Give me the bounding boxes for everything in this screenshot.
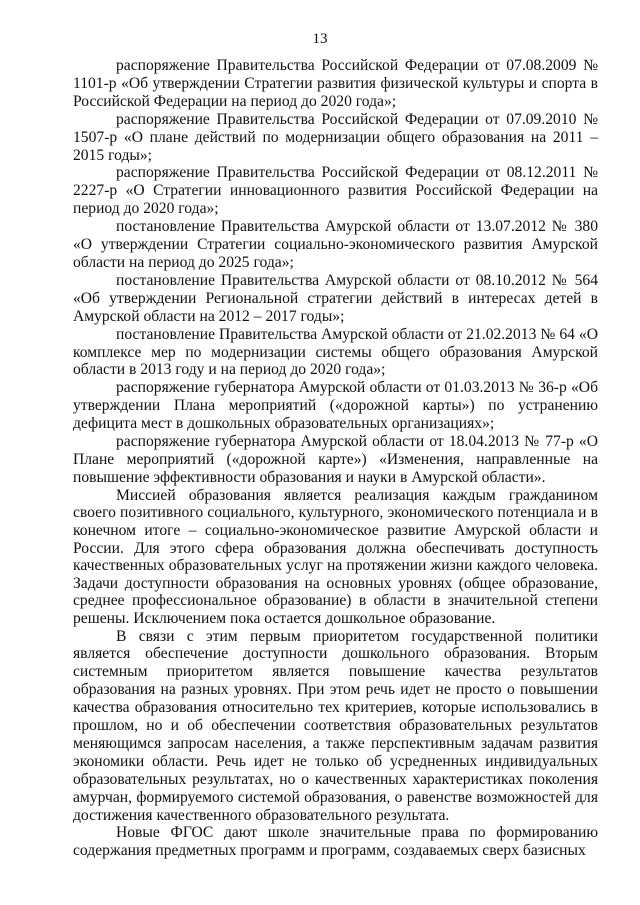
page-number: 13 [312, 31, 328, 47]
paragraph-resolution-64: постановление Правительства Амурской области от 21.02.2013 № 64 «О комплексе мер по модернизации системы общего образования Амурской области в 2013 году и на период до 2020 года»; [73, 325, 598, 379]
paragraph-order-2227r: распоряжение Правительства Российской Федерации от 08.12.2011 № 2227-р «О Стратегии инновационного развития Российской Федерации на период до 2020 года»; [73, 164, 598, 218]
document-body [73, 57, 598, 860]
paragraph-fgos: Новые ФГОС дают школе значительные права по формированию содержания предметных программ и программ, создаваемых сверх базисных [73, 824, 598, 860]
paragraph-mission: Миссией образования является реализация каждым гражданином своего позитивного социального, культурного, экономического потенциала и в конечном итоге – социально-экономическое развитие Амурской области и России. Для этого сфера образования должна обеспечивать доступность качественных образовательных услуг на протяжении жизни каждого человека. Задачи доступности образования на основных уровнях (общее образование, среднее профессиональное образование) в области в значительной степени решены. Исключением пока остается дошкольное образование. [73, 486, 598, 627]
paragraph-order-77r: распоряжение губернатора Амурской области от 18.04.2013 № 77-р «О Плане мероприятий («дорожной карте») «Изменения, направленные на повышение эффективности образования и науки в Амурской области». [73, 433, 598, 486]
paragraph-resolution-380: постановление Правительства Амурской области от 13.07.2012 № 380 «О утверждении Стратегии социально-экономического развития Амурской области на период до 2025 года»; [73, 218, 598, 271]
paragraph-order-1507r: распоряжение Правительства Российской Федерации от 07.09.2010 № 1507-р «О плане действий по модернизации общего образования на 2011 – 2015 годы»; [73, 110, 598, 164]
paragraph-order-36r: распоряжение губернатора Амурской области от 01.03.2013 № 36-р «Об утверждении Плана мероприятий («дорожной карты») по устранению дефицита мест в дошкольных образовательных организациях»; [73, 379, 598, 433]
paragraph-priorities: В связи с этим первым приоритетом государственной политики является обеспечение доступности дошкольного образования. Вторым системным приоритетом является повышение качества результатов образования на разных уровнях. При этом речь идет не просто о повышении качества образования относительно тех критериев, которые использовались в прошлом, но и об обеспечении соответствия образовательных результатов меняющимся запросам населения, а также перспективным задачам развития экономики области. Речь идет не только об усредненных индивидуальных образовательных результатах, но о качественных характеристиках поколения амурчан, формируемого системой образования, о равенстве возможностей для достижения качественного образовательного результата. [73, 627, 598, 824]
paragraph-order-1101r: распоряжение Правительства Российской Федерации от 07.08.2009 № 1101-р «Об утверждении Стратегии развития физической культуры и спорта в Российской Федерации на период до 2020 года»; [73, 57, 598, 110]
paragraph-resolution-564: постановление Правительства Амурской области от 08.10.2012 № 564 «Об утверждении Региональной стратегии действий в интересах детей в Амурской области на 2012 – 2017 годы»; [73, 271, 598, 325]
